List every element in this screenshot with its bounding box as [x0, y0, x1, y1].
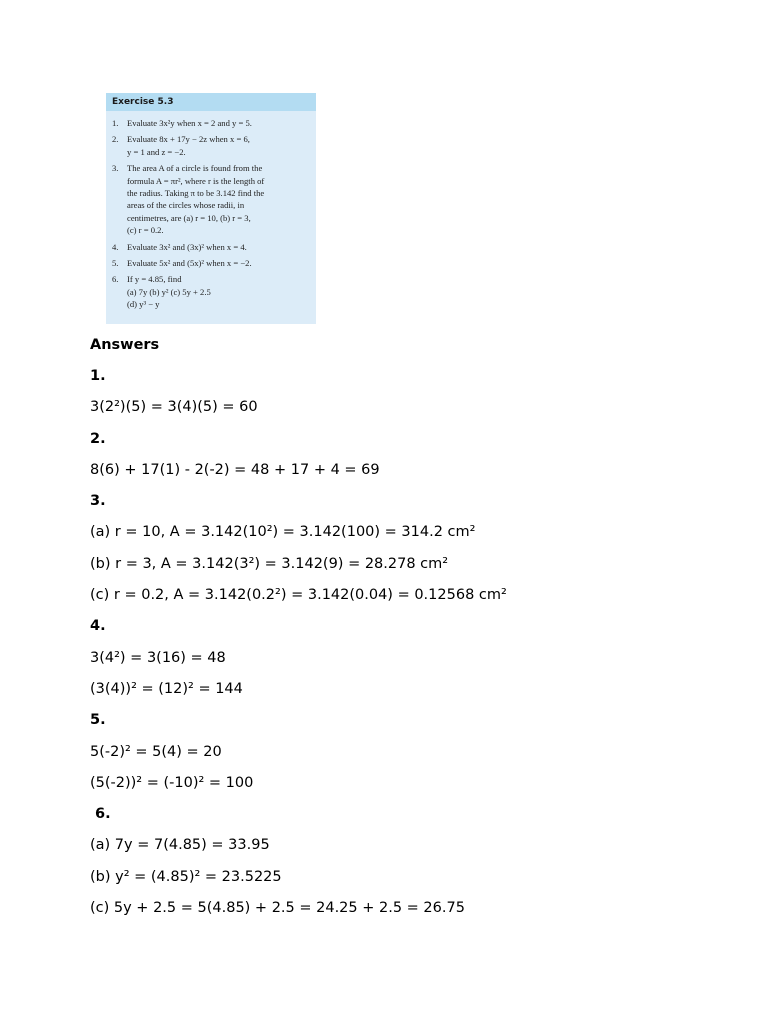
answers-heading: Answers [90, 337, 160, 353]
exercise-title: Exercise 5.3 [106, 93, 316, 111]
answers-list [90, 361, 730, 924]
exercise-item-number: 2. [112, 134, 119, 145]
exercise-item-line: If y = 4.85, find [127, 274, 182, 285]
exercise-item-line: the radius. Taking π to be 3.142 find the [127, 188, 265, 199]
exercise-item-line: Evaluate 5x² and (5x)² when x = −2. [127, 258, 252, 269]
exercise-item [112, 133, 306, 158]
answer-number: 6. [90, 806, 111, 823]
answer-line: (c) r = 0.2, A = 3.142(0.2²) = 3.142(0.04) = 0.12568 cm² [90, 587, 507, 604]
exercise-item-number: 1. [112, 118, 119, 128]
exercise-item-line: The area A of a circle is found from the [127, 163, 263, 174]
answer-line: (b) y² = (4.85)² = 23.5225 [90, 868, 282, 885]
exercise-item-number: 3. [112, 163, 119, 174]
exercise-item-line: formula A = πr², where r is the length of [127, 175, 265, 186]
exercise-item [112, 241, 306, 253]
exercise-item-number: 6. [112, 274, 119, 285]
exercise-item-line: y = 1 and z = −2. [127, 146, 186, 157]
exercise-item-line: centimetres, are (a) r = 10, (b) r = 3, [127, 212, 251, 223]
answer-line: 5(-2)² = 5(4) = 20 [90, 743, 222, 760]
answer-line: 3(4²) = 3(16) = 48 [90, 649, 226, 666]
exercise-item-line: Evaluate 3x²y when x = 2 and y = 5. [127, 118, 252, 128]
answer-number: 2. [90, 430, 106, 447]
answers-section [90, 330, 730, 924]
answer-number: 1. [90, 368, 106, 384]
exercise-item [112, 162, 306, 236]
exercise-item-line: (d) y³ − y [127, 299, 160, 310]
exercise-item-line: Evaluate 3x² and (3x)² when x = 4. [127, 241, 247, 252]
exercise-item [112, 273, 306, 310]
answer-line: (a) r = 10, A = 3.142(10²) = 3.142(100) = 314.2 cm² [90, 524, 476, 541]
answer-number: 3. [90, 493, 106, 510]
exercise-item-number: 4. [112, 241, 119, 252]
exercise-image [106, 93, 316, 324]
answer-number: 4. [90, 618, 106, 635]
answer-number: 5. [90, 712, 106, 729]
answer-line: (5(-2))² = (-10)² = 100 [90, 774, 254, 791]
exercise-item-number: 5. [112, 258, 119, 269]
answer-line: 8(6) + 17(1) - 2(-2) = 48 + 17 + 4 = 69 [90, 461, 380, 478]
exercise-item-line: areas of the circles whose radii, in [127, 200, 245, 211]
answer-line: (c) 5y + 2.5 = 5(4.85) + 2.5 = 24.25 + 2.5 = 26.75 [90, 900, 465, 917]
exercise-item-line: (c) r = 0.2. [127, 225, 164, 236]
exercise-list [106, 111, 316, 311]
exercise-item-line: (a) 7y (b) y² (c) 5y + 2.5 [127, 286, 211, 297]
answer-line: (3(4))² = (12)² = 144 [90, 680, 243, 697]
answer-line: 3(2²)(5) = 3(4)(5) = 60 [90, 399, 258, 416]
answer-line: (b) r = 3, A = 3.142(3²) = 3.142(9) = 28.278 cm² [90, 555, 449, 572]
exercise-item-line: Evaluate 8x + 17y − 2z when x = 6, [127, 134, 250, 145]
answer-line: (a) 7y = 7(4.85) = 33.95 [90, 837, 270, 854]
exercise-item [112, 117, 306, 129]
exercise-item [112, 257, 306, 269]
